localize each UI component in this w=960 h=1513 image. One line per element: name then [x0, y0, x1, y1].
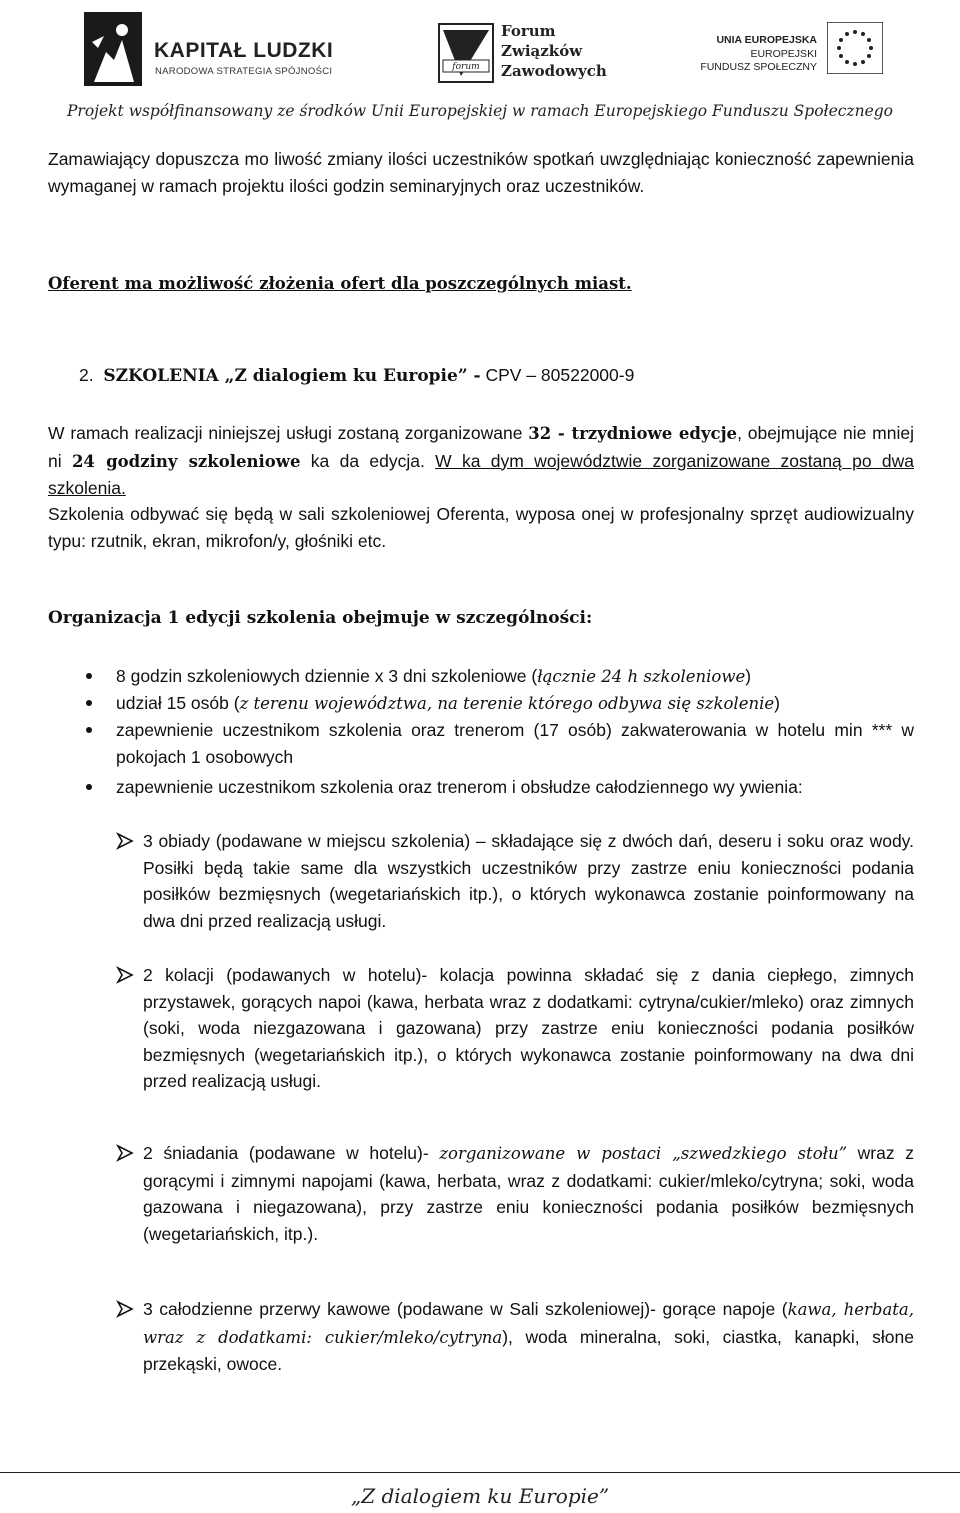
bullet-item-accommodation: zapewnienie uczestnikom szkolenia oraz trenerom (17 osób) zakwaterowania w hotelu min *** w pokojach 1 osobowych — [116, 720, 914, 767]
cpv-code: CPV – 80522000-9 — [485, 365, 635, 385]
arrow-bullet-icon — [116, 832, 134, 850]
eu-line-3: FUNDUSZ SPOŁECZNY — [700, 61, 817, 73]
s3-part-a: 2 śniadania (podawane w hotelu)- — [143, 1143, 440, 1163]
section-2-paragraph-2: Szkolenia odbywać się będą w sali szkoleniowej Oferenta, wyposa onej w profesjonalny sprzęt audiowizualny typu: rzutnik, ekran, mikrofon/y, głośniki etc. — [48, 504, 914, 551]
offer-note — [48, 270, 914, 298]
footer-divider — [0, 1472, 960, 1473]
organization-heading: Organizacja 1 edycji szkolenia obejmuje w szczególności: — [48, 608, 593, 628]
svg-text:forum: forum — [452, 62, 480, 72]
offer-note-text: Oferent ma możliwość złożenia ofert dla poszczególnych miast. — [48, 274, 632, 293]
s4-part-c: ), woda mineralna, soki, ciastka, kanapki, słone przekąski, owoce. — [143, 1326, 914, 1374]
forum-zwiazkow-logo — [437, 22, 637, 88]
cofinancing-note: Projekt współfinansowany ze środków Unii Europejskiej w ramach Europejskiego Funduszu Społecznego — [67, 102, 893, 120]
p1-part-c: , obejmujące nie mniej ni — [48, 423, 914, 471]
eu-line-2: EUROPEJSKI — [750, 48, 817, 60]
eu-fund-logo — [683, 22, 883, 82]
kapital-ludzki-subtitle: NARODOWA STRATEGIA SPÓJNOŚCI — [155, 66, 333, 77]
sub-item-dinners: 2 kolacji (podawanych w hotelu)- kolacja powinna składać się z dania ciepłego, zimnych przystawek, gorących napoi (kawa, herbata wraz z dodatkami: cytryna/cukier/mleko) oraz zimnych (soki, woda niezgazowana i gazowana) przy zastrze eniu konieczności podania posiłków bezmięsnych (wegetariańskich itp.), o których wykonawca zostanie poinformowany na dwa dni przed realizacją usługi. — [143, 965, 914, 1091]
page-footer: „Z dialogiem ku Europie” — [350, 1484, 610, 1508]
kapital-ludzki-emblem-icon — [84, 12, 142, 86]
section-title: SZKOLENIA „Z dialogiem ku Europie” - — [103, 366, 481, 386]
p1-voivodeship-note: W ka dym województwie zorganizowane zostaną po dwa szkolenia. — [48, 450, 915, 498]
intro-paragraph: Zamawiający dopuszcza mo liwość zmiany ilości uczestników spotkań uwzględniając konieczność zapewnienia wymaganej w ramach projektu ilości godzin seminaryjnych oraz uczestników. — [48, 149, 914, 196]
sub-item-lunches: 3 obiady (podawane w miejscu szkolenia) – składające się z dwóch dań, deseru i soku oraz wody. Posiłki będą takie same dla wszystkich uczestników przy zastrze eniu konieczności podania posiłków bezmięsnych (wegetariańskich itp.), o których wykonawca zostanie poinformowany na dwa dni przed realizacją usługi. — [143, 831, 914, 931]
eu-line-1: UNIA EUROPEJSKA — [716, 34, 817, 46]
bullet-icon — [86, 673, 92, 679]
p1-hours: 24 godziny szkoleniowe — [71, 451, 301, 471]
bullet-icon — [86, 700, 92, 706]
forum-line-2: Związków — [501, 42, 583, 60]
b2-part-c: ) — [774, 693, 780, 713]
p1-part-a: W ramach realizacji niniejszej usługi zostaną zorganizowane — [48, 423, 529, 443]
bullet-item-participants — [116, 690, 914, 718]
b1-total: łącznie 24 h szkoleniowe — [537, 667, 746, 686]
bullet-item-hours — [116, 663, 914, 691]
p1-editions: 32 - trzydniowe edycje — [528, 424, 738, 443]
section-2-paragraph-1 — [48, 420, 914, 502]
kapital-ludzki-title: KAPITAŁ LUDZKI — [154, 39, 334, 62]
section-2-heading — [79, 362, 899, 390]
b1-part-a: 8 godzin szkoleniowych dziennie x 3 dni szkoleniowe ( — [116, 666, 538, 686]
b2-part-a: udział 15 osób ( — [116, 693, 240, 713]
bullet-icon — [86, 727, 92, 733]
b2-region: z terenu województwa, na terenie którego odbywa się szkolenie — [239, 694, 775, 713]
arrow-bullet-icon — [116, 966, 134, 984]
s3-buffet: zorganizowane w postaci „szwedzkiego stołu” — [439, 1144, 848, 1163]
arrow-bullet-icon — [116, 1300, 134, 1318]
kapital-ludzki-logo — [84, 12, 344, 88]
forum-line-3: Zawodowych — [501, 62, 607, 80]
bullet-item-catering: zapewnienie uczestnikom szkolenia oraz trenerom i obsłudze całodziennego wy ywienia: — [116, 777, 803, 797]
page-header — [0, 0, 960, 100]
b1-part-c: ) — [745, 666, 752, 686]
arrow-bullet-icon — [116, 1144, 134, 1162]
bullet-icon — [86, 784, 92, 790]
forum-emblem-icon — [437, 22, 495, 84]
s3-part-c: wraz z gorącymi i zimnymi napojami (kawa, herbata, wraz z dodatkami: cukier/mleko/cytryna; soki, woda gazowana i niegazowana), przy zastrze eniu konieczności podania posiłków bezmięsnych (wegetariańskich, itp.). — [143, 1143, 914, 1244]
sub-item-breakfasts — [143, 1140, 914, 1247]
sub-item-coffee-breaks — [143, 1296, 914, 1378]
eu-flag-icon — [827, 22, 883, 74]
s4-part-a: 3 całodzienne przerwy kawowe (podawane w Sali szkoleniowej)- gorące napoje ( — [143, 1299, 788, 1319]
forum-line-1: Forum — [501, 22, 556, 40]
s4-drinks: kawa, herbata, wraz z dodatkami: cukier/mleko/cytryna — [143, 1300, 914, 1347]
section-number: 2. — [79, 365, 94, 385]
p1-part-e: ka da edycja. — [300, 450, 436, 471]
